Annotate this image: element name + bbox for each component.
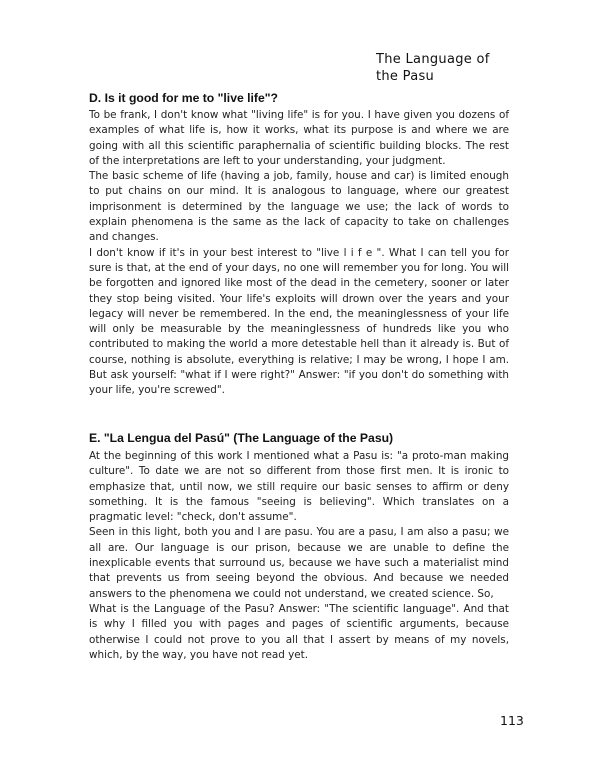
section-e-paragraph-2: Seen in this light, both you and I are pasu. You are a pasu, I am also a pasu; we all are. Our language is our prison, because we are unable to define the inexplicable events that surround us, because we have such a materialist mind that prevents us from seeing beyond the obvious. And because we needed answers to the phenomena we could not understand, we created science. So,	[89, 526, 509, 600]
section-e-body	[89, 449, 509, 663]
section-d-body	[89, 108, 509, 399]
running-head-line-2: the Pasu	[376, 69, 435, 84]
running-head	[376, 51, 526, 85]
section-e-paragraph-3: What is the Language of the Pasu? Answer: "The scientific language". And that is why I filled you with pages and pages of scientific arguments, because otherwise I could not prove to you all that I assert by means of my novels, which, by the way, you have not read yet.	[89, 602, 509, 661]
running-head-line-1: The Language of	[376, 52, 490, 67]
section-e-heading: E. "La Lengua del Pasú" (The Language of the Pasu)	[89, 431, 394, 445]
page-number: 113	[500, 713, 524, 728]
section-d-paragraph-1: To be frank, I don't know what "living life" is for you. I have given you dozens of examples of what life is, how it works, what its purpose is and where we are going with all this scientific paraphernalia of scientific building blocks. The rest of the interpretations are left to your understanding, your judgment.	[89, 109, 509, 167]
section-d-heading: D. Is it good for me to "live life"?	[89, 91, 278, 105]
section-e-paragraph-1: At the beginning of this work I mentioned what a Pasu is: "a proto-man making culture". To date we are not so different from those first men. It is ironic to emphasize that, until now, we still require our basic senses to affirm or deny something. It is the famous "seeing is believing". Which translates on a pragmatic level: "check, don't assume".	[89, 450, 509, 524]
section-d-paragraph-2: The basic scheme of life (having a job, family, house and car) is limited enough to put chains on our mind. It is analogous to language, where our greatest imprisonment is determined by the language we use; the lack of words to explain phenomena is the same as the lack of capacity to take on challenges and changes.	[89, 170, 509, 244]
section-d-paragraph-3: I don't know if it's in your best interest to "live l i f e ". What I can tell you for sure is that, at the end of your days, no one will remember you for long. You will be forgotten and ignored like most of the dead in the cemetery, sooner or later they stop being visited. Your life's exploits will drown over the years and your legacy will never be remembered. In the end, the meaninglessness of your life will only be measurable by the meaninglessness of hundreds like you who contributed to making the world a more detestable hell than it already is. But of course, nothing is absolute, everything is relative; I may be wrong, I hope I am. But ask yourself: "what if I were right?" Answer: "if you don't do something with your life, you're screwed".	[89, 246, 509, 397]
